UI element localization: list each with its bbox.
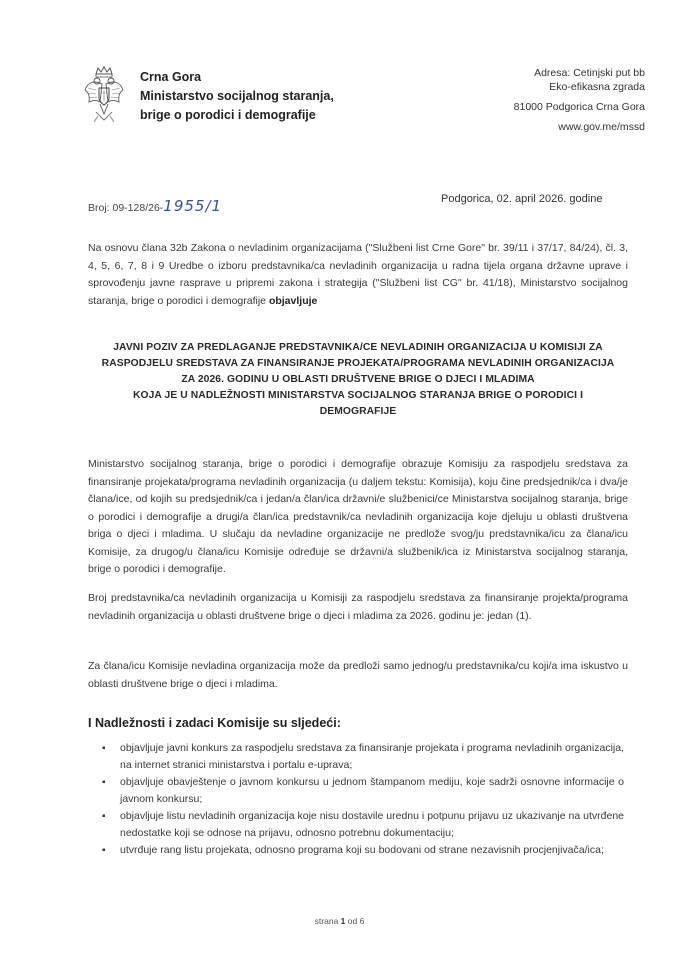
title-line2: RASPODJELU SREDSTAVA ZA FINANSIRANJE PROJEKATA/PROGRAMA NEVLADINIH ORGANIZACIJA (101, 358, 615, 369)
title-line1: JAVNI POZIV ZA PREDLAGANJE PREDSTAVNIKA/CE NEVLADINIH ORGANIZACIJA U KOMISIJI ZA (113, 342, 603, 353)
address-line1: Adresa: Cetinjski put bb (534, 67, 645, 79)
address-line2: Eko-efikasna zgrada (549, 81, 645, 93)
paragraph-representative-count: Broj predstavnika/ca nevladinih organizacija u Komisiji za raspodjelu sredstava za finansiranje projekta/programa nevladinih organizacija u oblasti društvene brige o djeci i mladima za 2026. godinu je: jedan (1). (88, 592, 628, 622)
title-line5: DEMOGRAFIJE (319, 406, 397, 417)
address-block (514, 66, 645, 134)
reference-prefix: Broj: 09-128/26- (88, 202, 164, 214)
bullet-icon: ▪ (102, 811, 106, 822)
list-item-text: utvrđuje rang listu projekata, odnosno programa koji su bodovani od strane nezavisnih procjenjivača/ica; (120, 844, 604, 856)
bullet-icon: ▪ (102, 845, 106, 856)
paragraph-commission: Ministarstvo socijalnog staranja, brige o porodici i demografije obrazuje Komisiju za raspodjelu sredstava za finansiranje projekata/programa nevladinih organizacija (u daljem tekstu: Komisija), koju čine predsjednik/ca i dva/je člana/ice, od kojih su predsjednik/ca i jedan/a član/ica državni/e službenici/ce Ministarstva socijalnog staranja, brige o porodici i demografije a drugi/a član/ica predstavnik/ca nevladinih organizacija koje djeluju u oblasti društvena briga o djeci i mladima. U slučaju da nevladine organizacije ne predlože svog/ju predstavnika/icu za člana/icu Komisije, za drugog/u člana/icu Komisije određuje se državni/a službenik/ica iz Ministarstva socijalnog staranja, brige o porodici i demografije. (88, 458, 628, 575)
intro-text: Na osnovu člana 32b Zakona o nevladinim organizacijama ("Službeni list Crne Gore" br. 39/11 i 37/17, 84/24), čl. 3, 4, 5, 6, 7, 8 i 9 Uredbe o izboru predstavnika/ca nevladinih organizacija u radna tijela organa državne uprave i sprovođenju javne rasprave u pripremi zakona i strategija ("Službeni list CG" br. 41/18), Ministarstvo socijalnog staranja, brige o porodici i demografije (88, 242, 628, 307)
list-item (102, 774, 624, 808)
list-item-text: objavljuje javni konkurs za raspodjelu sredstava za finansiranje projekata i programa nevladinih organizacija, na internet stranici ministarstva i portalu e-uprava; (120, 742, 624, 771)
address-line3: 81000 Podgorica Crna Gora (513, 101, 645, 113)
bullet-icon: ▪ (102, 777, 106, 788)
document-title (88, 340, 628, 420)
bullet-icon: ▪ (102, 743, 106, 754)
country-name: Crna Gora (140, 70, 202, 84)
coat-of-arms-icon (82, 66, 126, 126)
title-line4: KOJA JE U NADLEŽNOSTI MINISTARSTVA SOCIJALNOG STARANJA BRIGE O PORODICI I (132, 390, 584, 401)
page-middle: od (345, 916, 360, 926)
section-heading: I Nadležnosti i zadaci Komisije su sljedeći: (88, 716, 341, 730)
reference-number (88, 197, 222, 215)
list-item (102, 808, 624, 842)
website-link[interactable]: www.gov.me/mssd (558, 121, 645, 133)
handwritten-number: 1955/1 (163, 197, 223, 215)
paragraph-eligibility: Za člana/icu Komisije nevladina organizacija može da predloži samo jednog/u predstavnika/cu koji/a ima iskustvo u oblasti društvene brige o djeci i mladima. (88, 660, 628, 690)
page-number (0, 916, 679, 926)
title-line3: ZA 2026. GODINU U OBLASTI DRUŠTVENE BRIGE O DJECI I MLADIMA (181, 374, 535, 385)
list-item (102, 740, 624, 774)
page-current: 1 (340, 916, 346, 926)
page-total: 6 (359, 916, 365, 926)
ministry-name-line1: Ministarstvo socijalnog staranja, (140, 89, 334, 103)
list-item-text: objavljuje listu nevladinih organizacija koje nisu dostavile urednu i potpunu prijavu uz ukazivanje na utvrđene nedostatke koji se odnose na prijavu, odnosno potrebnu dokumentaciju; (120, 810, 624, 839)
list-item-text: objavljuje obavještenje o javnom konkursu u jednom štampanom mediju, koje sadrži osnovne informacije o javnom konkursu; (120, 776, 624, 805)
document-date: Podgorica, 02. april 2026. godine (441, 193, 603, 205)
duties-list (102, 740, 624, 859)
page-prefix: strana (314, 916, 341, 926)
ministry-name-line2: brige o porodici i demografije (140, 108, 316, 122)
intro-paragraph (88, 240, 628, 310)
list-item (102, 842, 624, 859)
intro-emphasis: objavljuje (268, 294, 318, 307)
organization-name (140, 68, 334, 125)
